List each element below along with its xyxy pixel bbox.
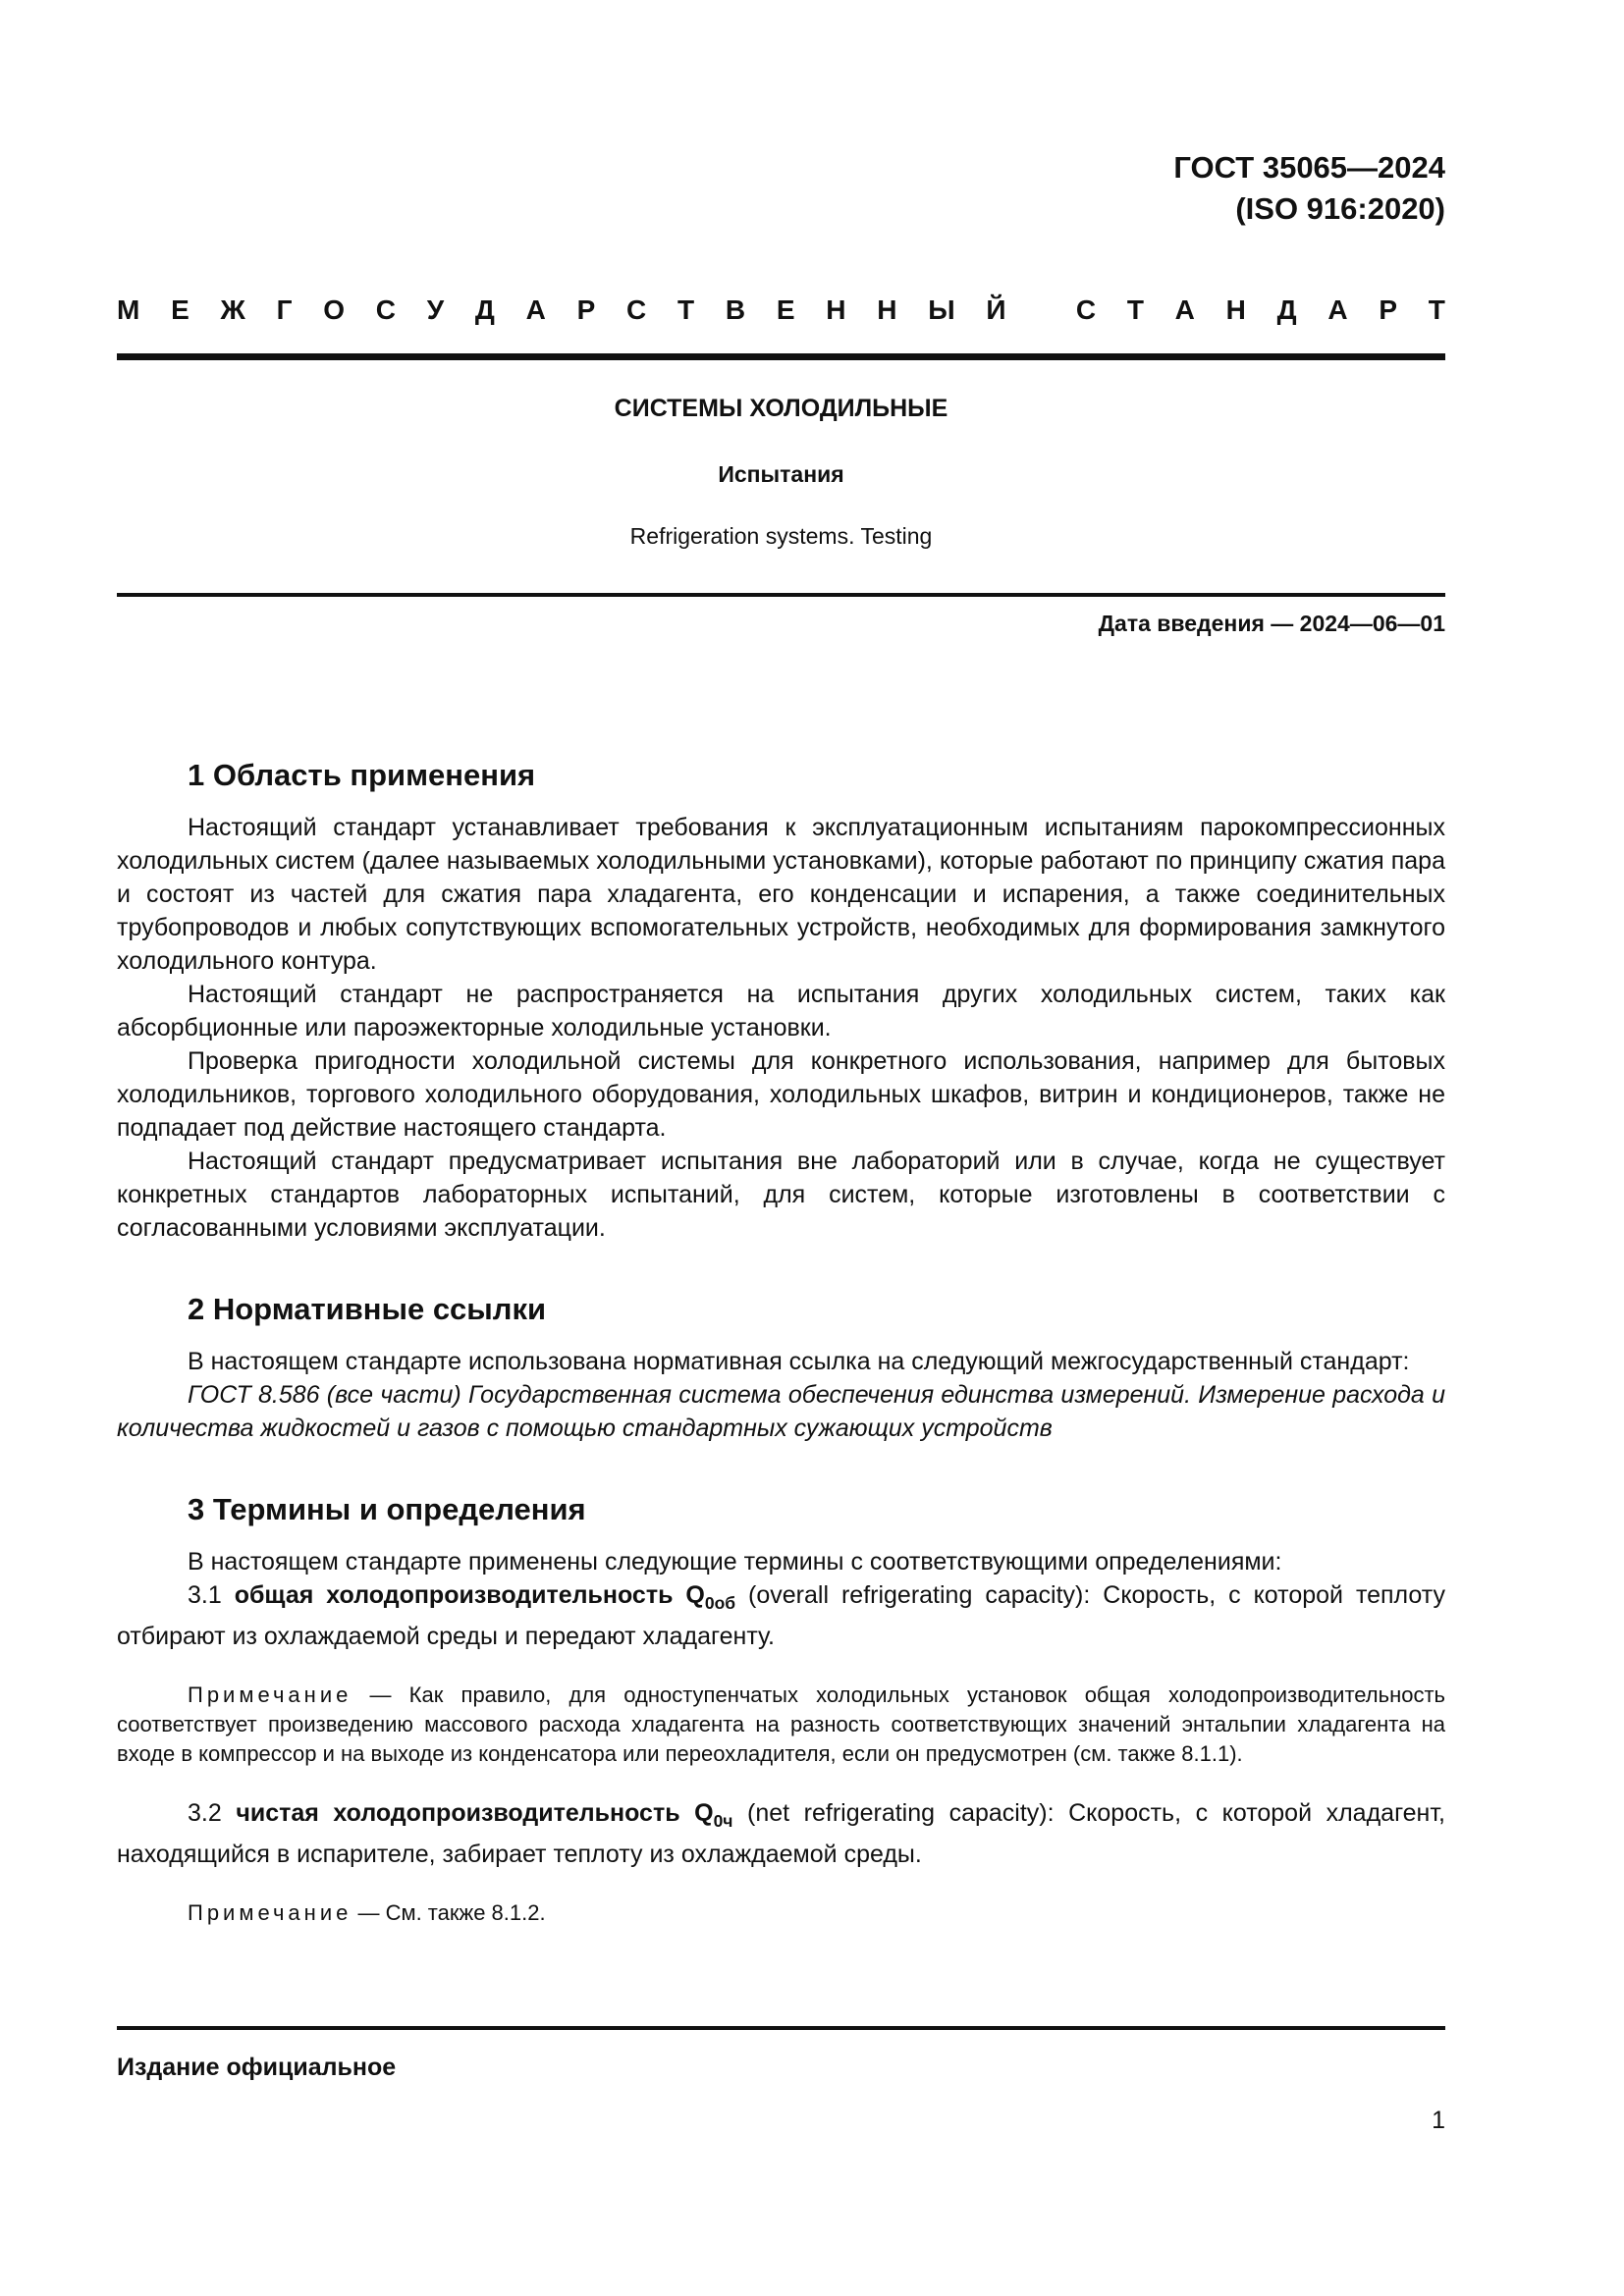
document-title: СИСТЕМЫ ХОЛОДИЛЬНЫЕ: [614, 395, 948, 422]
banner-letter: Т: [677, 294, 695, 325]
banner-letter: [1037, 291, 1045, 330]
banner-letter: Е: [776, 294, 795, 325]
section-3-heading: 3 Термины и определения: [188, 1492, 586, 1526]
term-definition: Скорость, с которой хладагент, находящийся в испарителе, забирает теплоту из охлаждаемой среды.: [117, 1799, 1445, 1868]
banner-letter: Е: [171, 294, 189, 325]
term-number: 3.1: [188, 1581, 235, 1609]
standard-header: [1173, 147, 1445, 230]
banner-letter: Н: [1225, 294, 1246, 325]
document-subtitle: Испытания: [718, 461, 844, 487]
section-1-paragraph: Настоящий стандарт не распространяется на испытания других холодильных систем, таких как абсорбционные или пароэжекторные холодильные установки.: [117, 981, 1445, 1041]
page-number: 1: [1432, 2107, 1445, 2134]
note-text: — См. также 8.1.2.: [352, 1900, 546, 1925]
banner-letter: Д: [474, 294, 495, 325]
standard-number: ГОСТ 35065—2024: [1173, 150, 1445, 185]
banner-letter: С: [1075, 294, 1097, 325]
banner-letter: В: [725, 294, 746, 325]
banner-letter: Т: [1126, 294, 1144, 325]
note-label: Примечание: [188, 1682, 352, 1707]
banner-letter: Р: [576, 294, 596, 325]
banner-letter: Ж: [220, 294, 245, 325]
section-1-paragraph: Проверка пригодности холодильной системы для конкретного использования, например для бытовых холодильников, торгового холодильного оборудования, холодильных шкафов, витрин и кондиционеров, также не подпадает под действие настоящего стандарта.: [117, 1047, 1445, 1142]
iso-reference: (ISO 916:2020): [1235, 191, 1445, 226]
introduction-date: Дата введения — 2024—06—01: [1098, 611, 1445, 636]
section-3-intro: В настоящем стандарте применены следующие термины с соответствующими определениями:: [188, 1548, 1282, 1575]
banner-letter: А: [1327, 294, 1348, 325]
banner-letter: Д: [1276, 294, 1297, 325]
note-3-1: [117, 1681, 1445, 1769]
document-body: [117, 754, 1445, 1928]
term-subscript: 0ч: [713, 1811, 733, 1831]
term-subscript: 0об: [704, 1593, 736, 1613]
banner-letter: Т: [1428, 294, 1445, 325]
term-3-2: [117, 1796, 1445, 1871]
note-3-2: [117, 1898, 1445, 1928]
official-edition-label: Издание официальное: [117, 2054, 397, 2081]
section-1-paragraph: Настоящий стандарт устанавливает требования к эксплуатационным испытаниям парокомпрессионных холодильных систем (далее называемых холодильными установками), которые работают по принципу сжатия пара и состоят из частей для сжатия пара хладагента, его конденсации и испарения, а также соединительных трубопроводов и любых сопутствующих вспомогательных устройств, необходимых для формирования замкнутого холодильного контура.: [117, 814, 1445, 975]
term-3-1: [117, 1578, 1445, 1653]
section-2-heading: 2 Нормативные ссылки: [188, 1292, 547, 1326]
term-english: (net refrigerating capacity):: [732, 1799, 1069, 1827]
banner-letter: А: [525, 294, 546, 325]
interstate-standard-banner: [117, 291, 1445, 330]
header-rule: [117, 353, 1445, 360]
banner-letter: С: [626, 294, 647, 325]
section-1-paragraph: Настоящий стандарт предусматривает испытания вне лабораторий или в случае, когда не существует конкретных стандартов лабораторных испытаний, для систем, которые изготовлены в соответствии с согласованными условиями эксплуатации.: [117, 1148, 1445, 1242]
banner-letter: У: [426, 294, 445, 325]
term-definition: Скорость, с которой теплоту отбирают из охлаждаемой среды и передают хладагенту.: [117, 1581, 1446, 1650]
term-number: 3.2: [188, 1799, 237, 1827]
note-label: Примечание: [188, 1900, 352, 1925]
document-title-english: Refrigeration systems. Testing: [629, 523, 933, 549]
footer-rule: [117, 2026, 1445, 2030]
title-rule: [117, 593, 1445, 597]
section-2-intro: В настоящем стандарте использована нормативная ссылка на следующий межгосударственный стандарт:: [188, 1348, 1410, 1375]
banner-letter: С: [375, 294, 396, 325]
term-english: (overall refrigerating capacity):: [735, 1581, 1104, 1609]
banner-letter: Р: [1379, 294, 1398, 325]
banner-letter: Г: [276, 294, 293, 325]
banner-letter: Н: [826, 294, 846, 325]
note-text: — Как правило, для одноступенчатых холодильных установок общая холодопроизводительность соответствует произведению массового расхода хладагента на разность соответствующих значений энтальпии хладагента на входе в компрессор и на выходе из конденсатора или переохладителя, если он предусмотрен (см. также 8.1.1).: [117, 1682, 1445, 1766]
normative-reference: ГОСТ 8.586 (все части) Государственная система обеспечения единства измерений. Измерение расхода и количества жидкостей и газов с помощью стандартных сужающих устройств: [117, 1381, 1445, 1442]
banner-letter: О: [323, 294, 345, 325]
banner-letter: Й: [986, 294, 1006, 325]
banner-letter: А: [1174, 294, 1195, 325]
term-name: общая холодопроизводительность Q: [234, 1581, 705, 1609]
section-1-heading: 1 Область применения: [188, 758, 536, 792]
banner-letter: Ы: [928, 294, 955, 325]
term-name: чистая холодопроизводительность Q: [236, 1799, 714, 1827]
banner-letter: М: [117, 294, 140, 325]
banner-letter: Н: [877, 294, 897, 325]
